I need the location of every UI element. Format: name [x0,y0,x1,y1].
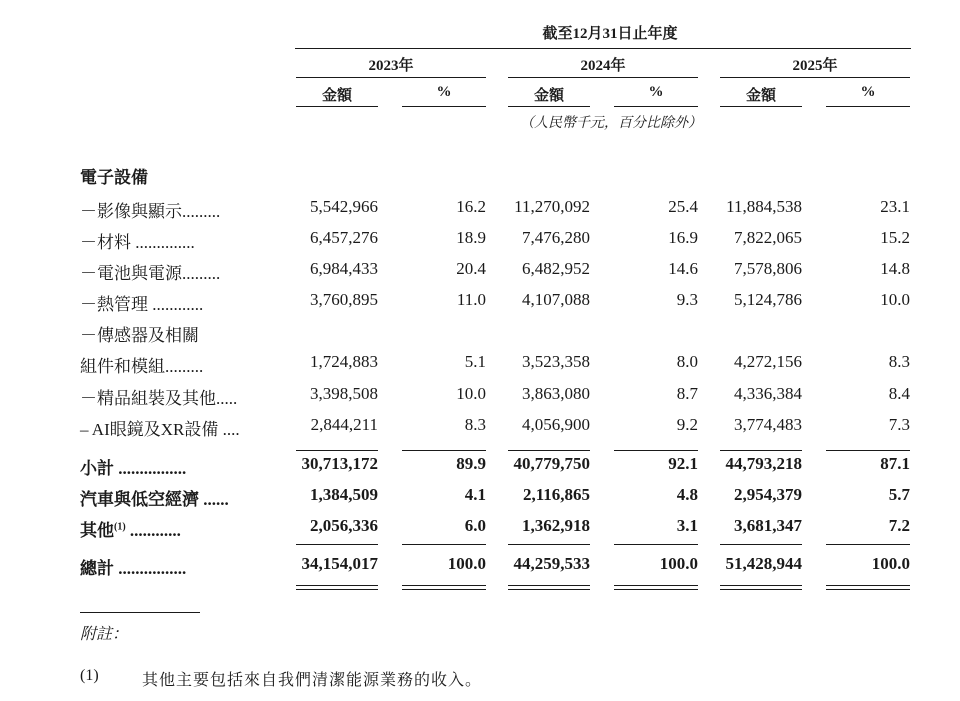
percent-cell: 20.4 [456,259,486,278]
row-label [80,197,220,222]
percent-cell: 9.3 [676,290,698,309]
amount-cell: 40,779,750 [513,454,590,473]
col-rule [614,106,698,107]
total-rule [296,544,378,545]
amount-2023-header: 金額 [321,88,352,104]
total-rule [720,544,802,545]
amount-cell: 6,984,433 [310,259,378,278]
row-label [80,321,199,346]
subtotal-rule [720,450,802,451]
amount-2024-header: 金額 [533,88,564,104]
total-double-rule [508,585,590,590]
percent-cell: 16.9 [668,228,698,247]
amount-cell: 44,793,218 [725,454,802,473]
percent-cell: 15.2 [880,228,910,247]
amount-cell: 51,428,944 [725,554,802,573]
amount-cell: 4,107,088 [522,290,590,309]
year-2024-rule [508,77,698,78]
amount-cell: 7,476,280 [522,228,590,247]
total-rule [402,544,486,545]
col-rule [720,106,802,107]
unit-note: （人民幣千元，百分比除外） [520,116,702,131]
row-label-dots: ............ [125,521,181,540]
percent-cell: 8.3 [888,352,910,371]
total-rule [508,544,590,545]
amount-cell: 44,259,533 [513,554,590,573]
percent-cell: 5.7 [888,485,910,504]
percent-cell: 8.0 [676,352,698,371]
percent-cell: 16.2 [456,197,486,216]
amount-cell: 1,724,883 [310,352,378,371]
percent-cell: 10.0 [880,290,910,309]
total-double-rule [402,585,486,590]
percent-cell: 14.8 [880,259,910,278]
year-2024-header: 2024年 [580,58,626,74]
year-2025-rule [720,77,910,78]
row-label-text: －材料 .............. [80,233,195,252]
footnote-text: 其他主要包括來自我們清潔能源業務的收入。 [142,672,483,689]
pct-2025-header: % [860,84,876,100]
amount-cell: 1,362,918 [522,516,590,535]
percent-cell: 3.1 [676,516,698,535]
percent-cell: 87.1 [880,454,910,473]
amount-cell: 3,774,483 [734,415,802,434]
subtotal-rule [402,450,486,451]
row-label [80,259,220,284]
footnote-marker: (1) [80,667,99,684]
row-label [80,454,186,479]
percent-cell: 100.0 [871,554,910,573]
row-label [80,384,237,409]
subtotal-rule [614,450,698,451]
percent-cell: 18.9 [456,228,486,247]
amount-cell: 30,713,172 [301,454,378,473]
footnote-rule [80,612,200,613]
percent-cell: 100.0 [447,554,486,573]
amount-cell: 2,056,336 [310,516,378,535]
col-rule [508,106,590,107]
percent-cell: 4.8 [676,485,698,504]
row-label-text: －精品組裝及其他..... [80,389,238,408]
percent-cell: 8.3 [464,415,486,434]
pct-2023-header: % [436,84,452,100]
row-label-text: – AI眼鏡及XR設備 .... [80,420,240,439]
row-label-text: 組件和模組......... [80,357,204,376]
amount-cell: 1,384,509 [310,485,378,504]
row-label-text: 小計 ................ [80,459,187,478]
amount-cell: 5,124,786 [734,290,802,309]
year-2025-header: 2025年 [792,58,838,74]
percent-cell: 8.7 [676,384,698,403]
row-label [80,554,186,579]
row-label-text: －電池與電源......... [80,264,221,283]
amount-cell: 3,681,347 [734,516,802,535]
percent-cell: 100.0 [659,554,698,573]
percent-cell: 5.1 [464,352,486,371]
percent-cell: 9.2 [676,415,698,434]
amount-cell: 4,336,384 [734,384,802,403]
amount-cell: 6,457,276 [310,228,378,247]
percent-cell: 6.0 [464,516,486,535]
percent-cell: 92.1 [668,454,698,473]
amount-cell: 3,760,895 [310,290,378,309]
amount-cell: 5,542,966 [310,197,378,216]
amount-cell: 34,154,017 [301,554,378,573]
row-label [80,516,181,541]
row-label-text: 汽車與低空經濟 ...... [80,490,229,509]
amount-cell: 7,822,065 [734,228,802,247]
subtotal-rule [826,450,910,451]
percent-cell: 4.1 [464,485,486,504]
col-rule [826,106,910,107]
subtotal-rule [508,450,590,451]
row-label [80,228,195,253]
percent-cell: 11.0 [456,290,486,309]
row-label [80,290,203,315]
row-label-text: －熱管理 ............ [80,295,204,314]
amount-cell: 4,272,156 [734,352,802,371]
footnote-ref: (1) [114,521,126,533]
total-double-rule [614,585,698,590]
amount-cell: 2,844,211 [310,415,378,434]
amount-cell: 11,884,538 [726,197,802,216]
percent-cell: 14.6 [668,259,698,278]
percent-cell: 25.4 [668,197,698,216]
amount-cell: 6,482,952 [522,259,590,278]
total-double-rule [720,585,802,590]
total-rule [826,544,910,545]
percent-cell: 89.9 [456,454,486,473]
subtotal-rule [296,450,378,451]
percent-cell: 7.2 [888,516,910,535]
row-label-text: 其他 [80,521,114,540]
amount-cell: 3,398,508 [310,384,378,403]
period-header: 截至12月31日止年度 [542,26,678,42]
amount-cell: 4,056,900 [522,415,590,434]
percent-cell: 7.3 [888,415,910,434]
row-label [80,485,229,510]
period-rule [295,48,911,49]
col-rule [402,106,486,107]
amount-cell: 7,578,806 [734,259,802,278]
year-2023-rule [296,77,486,78]
amount-cell: 2,954,379 [734,485,802,504]
col-rule [296,106,378,107]
total-double-rule [296,585,378,590]
total-rule [614,544,698,545]
row-label-text: －影像與顯示......... [80,202,221,221]
amount-cell: 3,523,358 [522,352,590,371]
percent-cell: 8.4 [888,384,910,403]
amount-cell: 2,116,865 [522,485,590,504]
footnote-title: 附註： [80,626,129,643]
row-label [80,352,203,377]
percent-cell: 23.1 [880,197,910,216]
section-title: 電子設備 [80,168,148,187]
amount-2025-header: 金額 [745,88,776,104]
row-label [80,415,240,440]
percent-cell: 10.0 [456,384,486,403]
year-2023-header: 2023年 [368,58,414,74]
amount-cell: 3,863,080 [522,384,590,403]
row-label-text: 總計 ................ [80,559,187,578]
amount-cell: 11,270,092 [514,197,590,216]
total-double-rule [826,585,910,590]
row-label-text: －傳感器及相關 [80,326,199,345]
pct-2024-header: % [648,84,664,100]
